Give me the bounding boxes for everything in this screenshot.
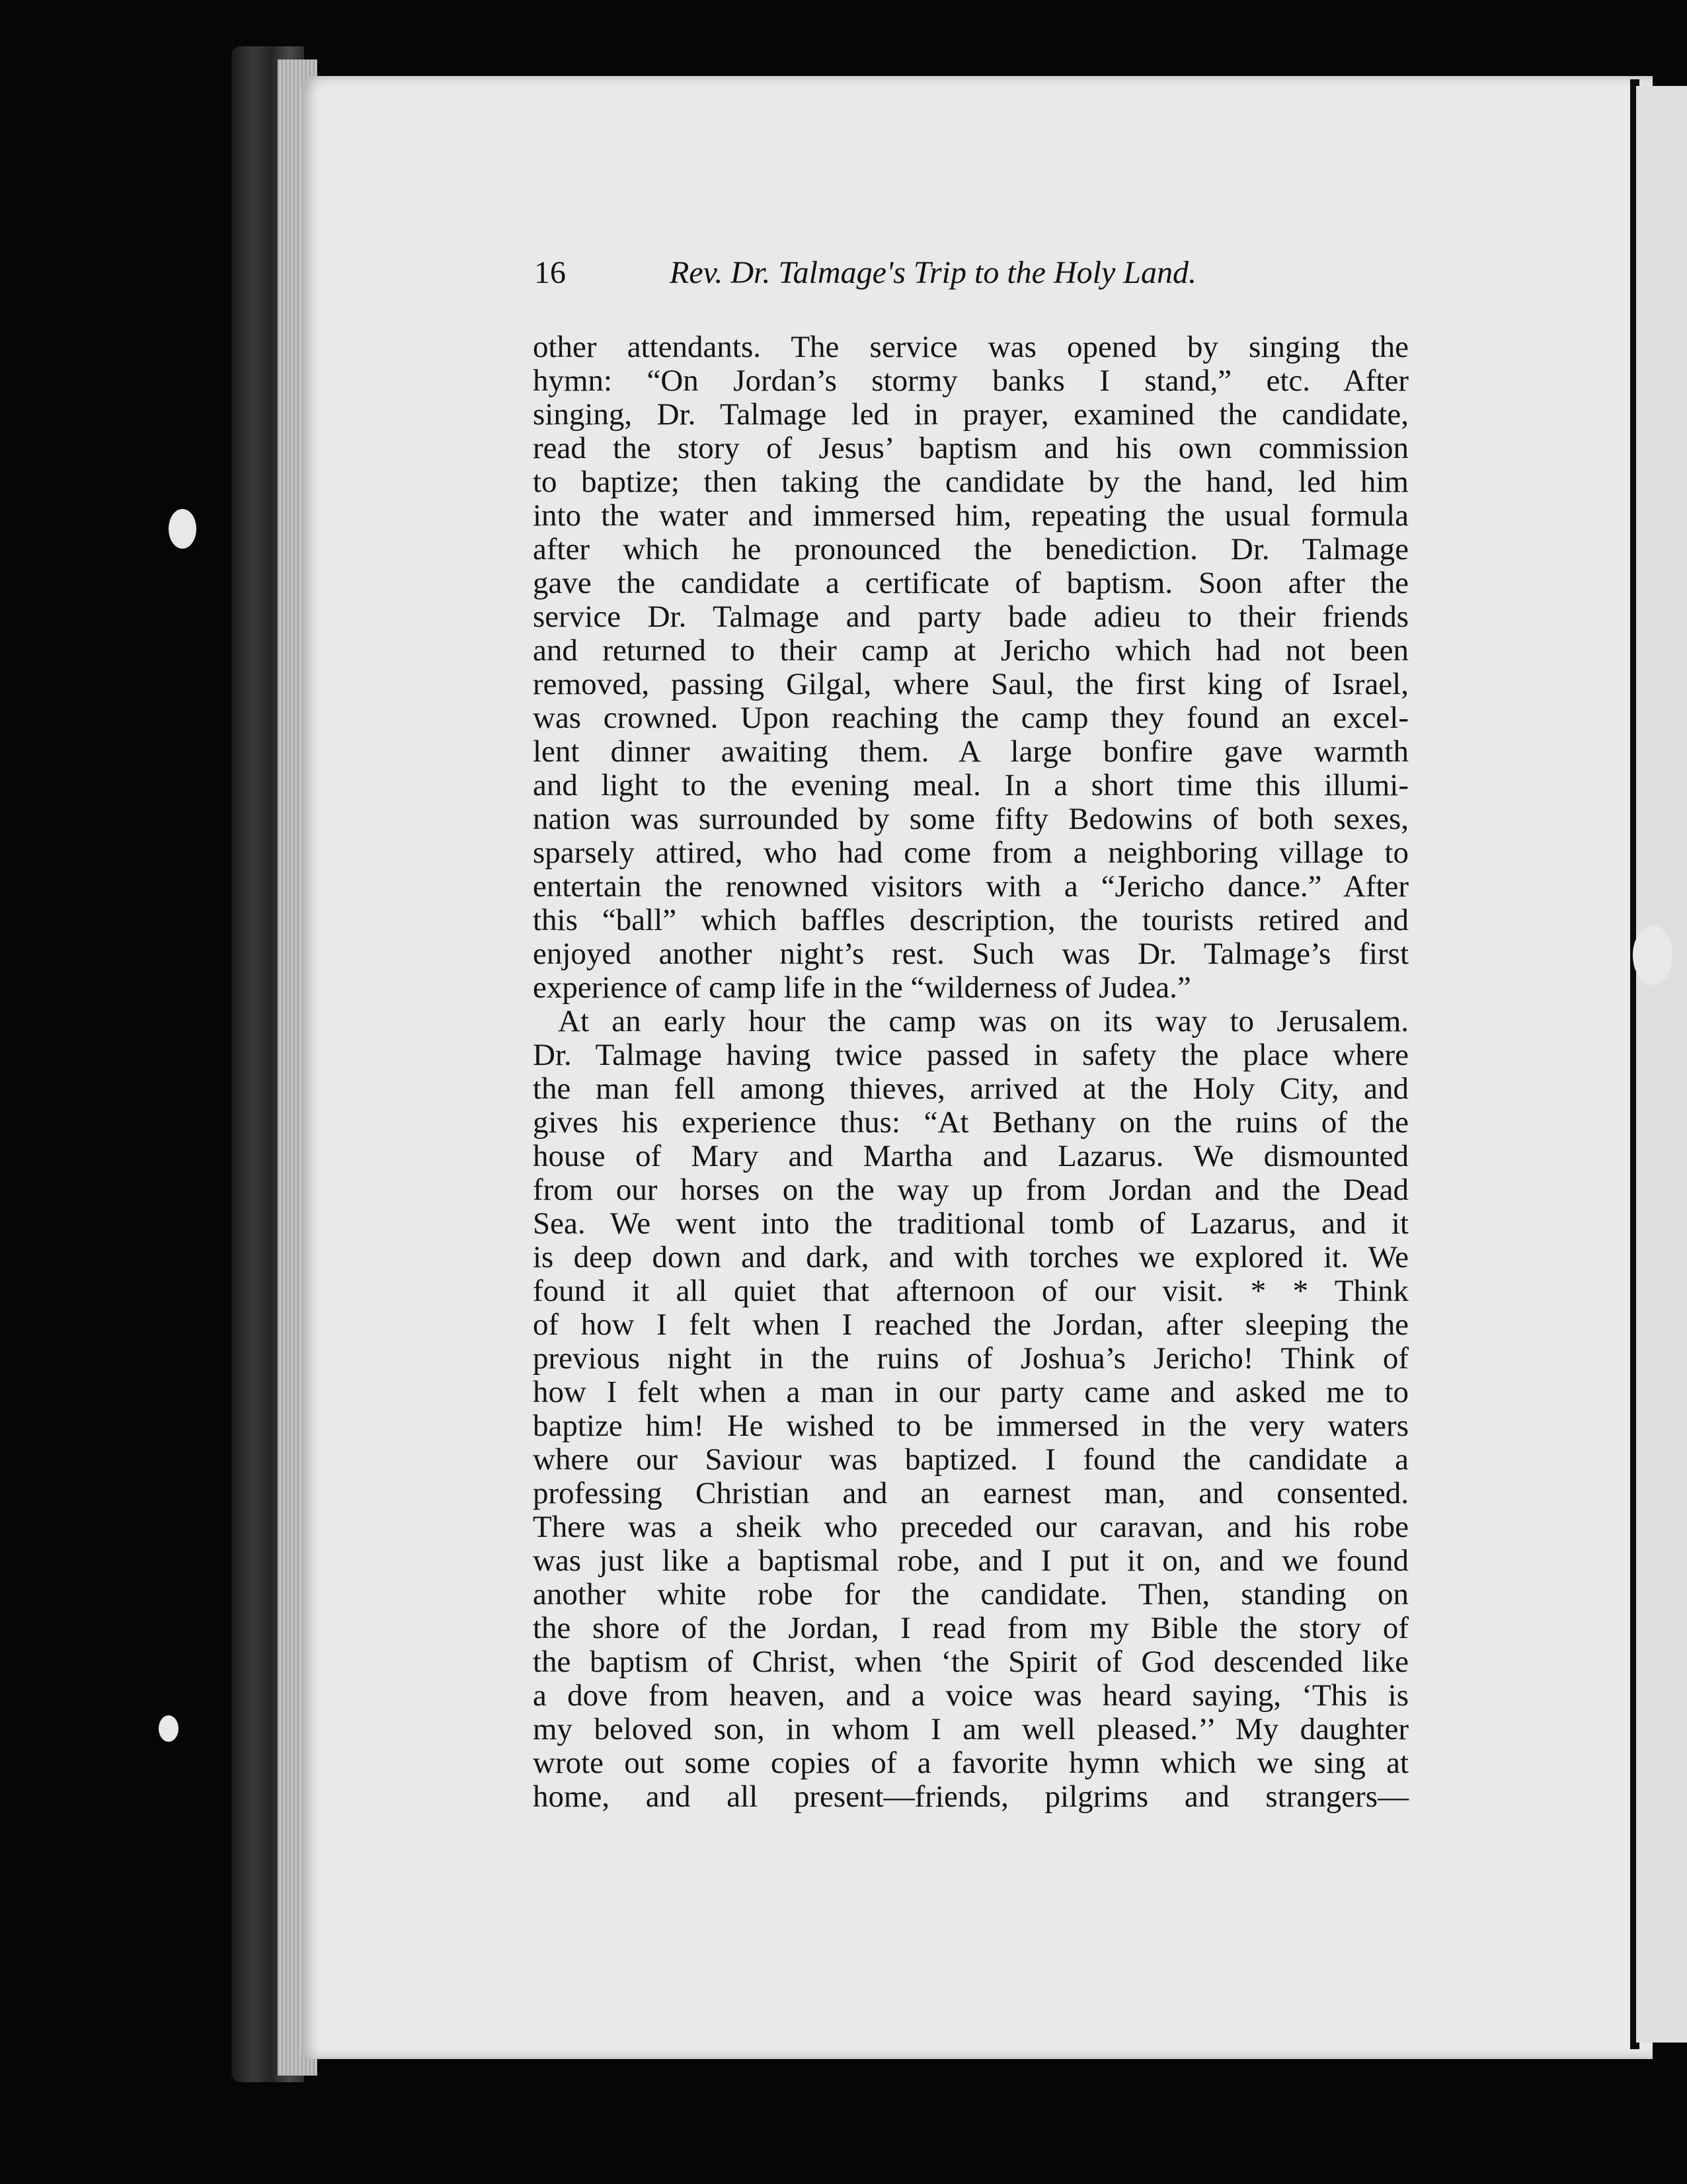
- text-line: this “ball” which baffles description, the tourists retired and: [533, 903, 1409, 937]
- text-line: baptize him! He wished to be immersed in the very waters: [533, 1409, 1409, 1443]
- text-line: other attendants. The service was opened by singing the: [533, 330, 1409, 364]
- text-line: hymn: “On Jordan’s stormy banks I stand,” etc. After: [533, 364, 1409, 398]
- text-line: entertain the renowned visitors with a “Jericho dance.” After: [533, 869, 1409, 904]
- text-line: professing Christian and an earnest man, and consented.: [533, 1476, 1409, 1510]
- text-line: enjoyed another night’s rest. Such was Dr. Talmage’s first: [533, 937, 1409, 971]
- text-line: experience of camp life in the “wilderness of Judea.”: [533, 970, 1191, 1005]
- text-line: of how I felt when I reached the Jordan, after sleeping the: [533, 1307, 1409, 1342]
- text-line: a dove from heaven, and a voice was heard saying, ‘This is: [533, 1678, 1409, 1713]
- text-line: to baptize; then taking the candidate by the hand, led him: [533, 465, 1409, 499]
- text-line: Dr. Talmage having twice passed in safety the place where: [533, 1038, 1409, 1072]
- text-line: the baptism of Christ, when ‘the Spirit of God descended like: [533, 1645, 1409, 1679]
- text-line: read the story of Jesus’ baptism and his own commission: [533, 431, 1409, 465]
- text-line: house of Mary and Martha and Lazarus. We dismounted: [533, 1139, 1409, 1173]
- text-line: sparsely attired, who had come from a neighboring village to: [533, 836, 1409, 870]
- text-line: another white robe for the candidate. Then, standing on: [533, 1577, 1409, 1612]
- text-line: Sea. We went into the traditional tomb of Lazarus, and it: [533, 1206, 1409, 1241]
- text-line: from our horses on the way up from Jordan and the Dead: [533, 1173, 1409, 1207]
- text-line: There was a sheik who preceded our caravan, and his robe: [533, 1510, 1409, 1544]
- text-line: where our Saviour was baptized. I found the candidate a: [533, 1442, 1409, 1477]
- paper-speck: [169, 509, 196, 549]
- text-line: wrote out some copies of a favorite hymn which we sing at: [533, 1746, 1409, 1780]
- text-line: the man fell among thieves, arrived at the Holy City, and: [533, 1072, 1409, 1106]
- page-number: 16: [534, 255, 566, 290]
- running-title: Rev. Dr. Talmage's Trip to the Holy Land.: [670, 255, 1197, 290]
- paper-speck: [1633, 925, 1672, 985]
- text-line: into the water and immersed him, repeating the usual formula: [533, 498, 1409, 533]
- text-line: my beloved son, in whom I am well pleased.’’ My daughter: [533, 1712, 1409, 1746]
- text-line: service Dr. Talmage and party bade adieu to their friends: [533, 600, 1409, 634]
- text-line: nation was surrounded by some fifty Bedowins of both sexes,: [533, 802, 1409, 836]
- running-head: [534, 254, 1288, 301]
- text-line: and returned to their camp at Jericho which had not been: [533, 633, 1409, 668]
- text-line: singing, Dr. Talmage led in prayer, examined the candidate,: [533, 397, 1409, 432]
- paper-speck: [159, 1715, 178, 1742]
- text-line: the shore of the Jordan, I read from my Bible the story of: [533, 1611, 1409, 1645]
- text-line: home, and all present—friends, pilgrims and strangers—: [533, 1779, 1409, 1814]
- text-line: gave the candidate a certificate of baptism. Soon after the: [533, 566, 1409, 600]
- text-line: gives his experience thus: “At Bethany on the ruins of the: [533, 1105, 1409, 1140]
- text-line: was just like a baptismal robe, and I put it on, and we found: [533, 1543, 1409, 1578]
- text-line: found it all quiet that afternoon of our visit. * * Think: [533, 1274, 1409, 1308]
- text-line: was crowned. Upon reaching the camp they found an excel-: [533, 701, 1409, 735]
- text-line: lent dinner awaiting them. A large bonfire gave warmth: [533, 734, 1409, 769]
- body-text: [533, 331, 1409, 1814]
- text-line: after which he pronounced the benediction. Dr. Talmage: [533, 532, 1409, 566]
- text-line: and light to the evening meal. In a short time this illumi-: [533, 768, 1409, 802]
- text-line: is deep down and dark, and with torches we explored it. We: [533, 1240, 1409, 1274]
- text-line: previous night in the ruins of Joshua’s Jericho! Think of: [533, 1341, 1409, 1376]
- paragraph-first-line: At an early hour the camp was on its way to Jerusalem.: [558, 1004, 1409, 1038]
- facing-page-edge: [1636, 86, 1687, 2043]
- text-line: how I felt when a man in our party came and asked me to: [533, 1375, 1409, 1409]
- text-line: removed, passing Gilgal, where Saul, the first king of Israel,: [533, 667, 1409, 701]
